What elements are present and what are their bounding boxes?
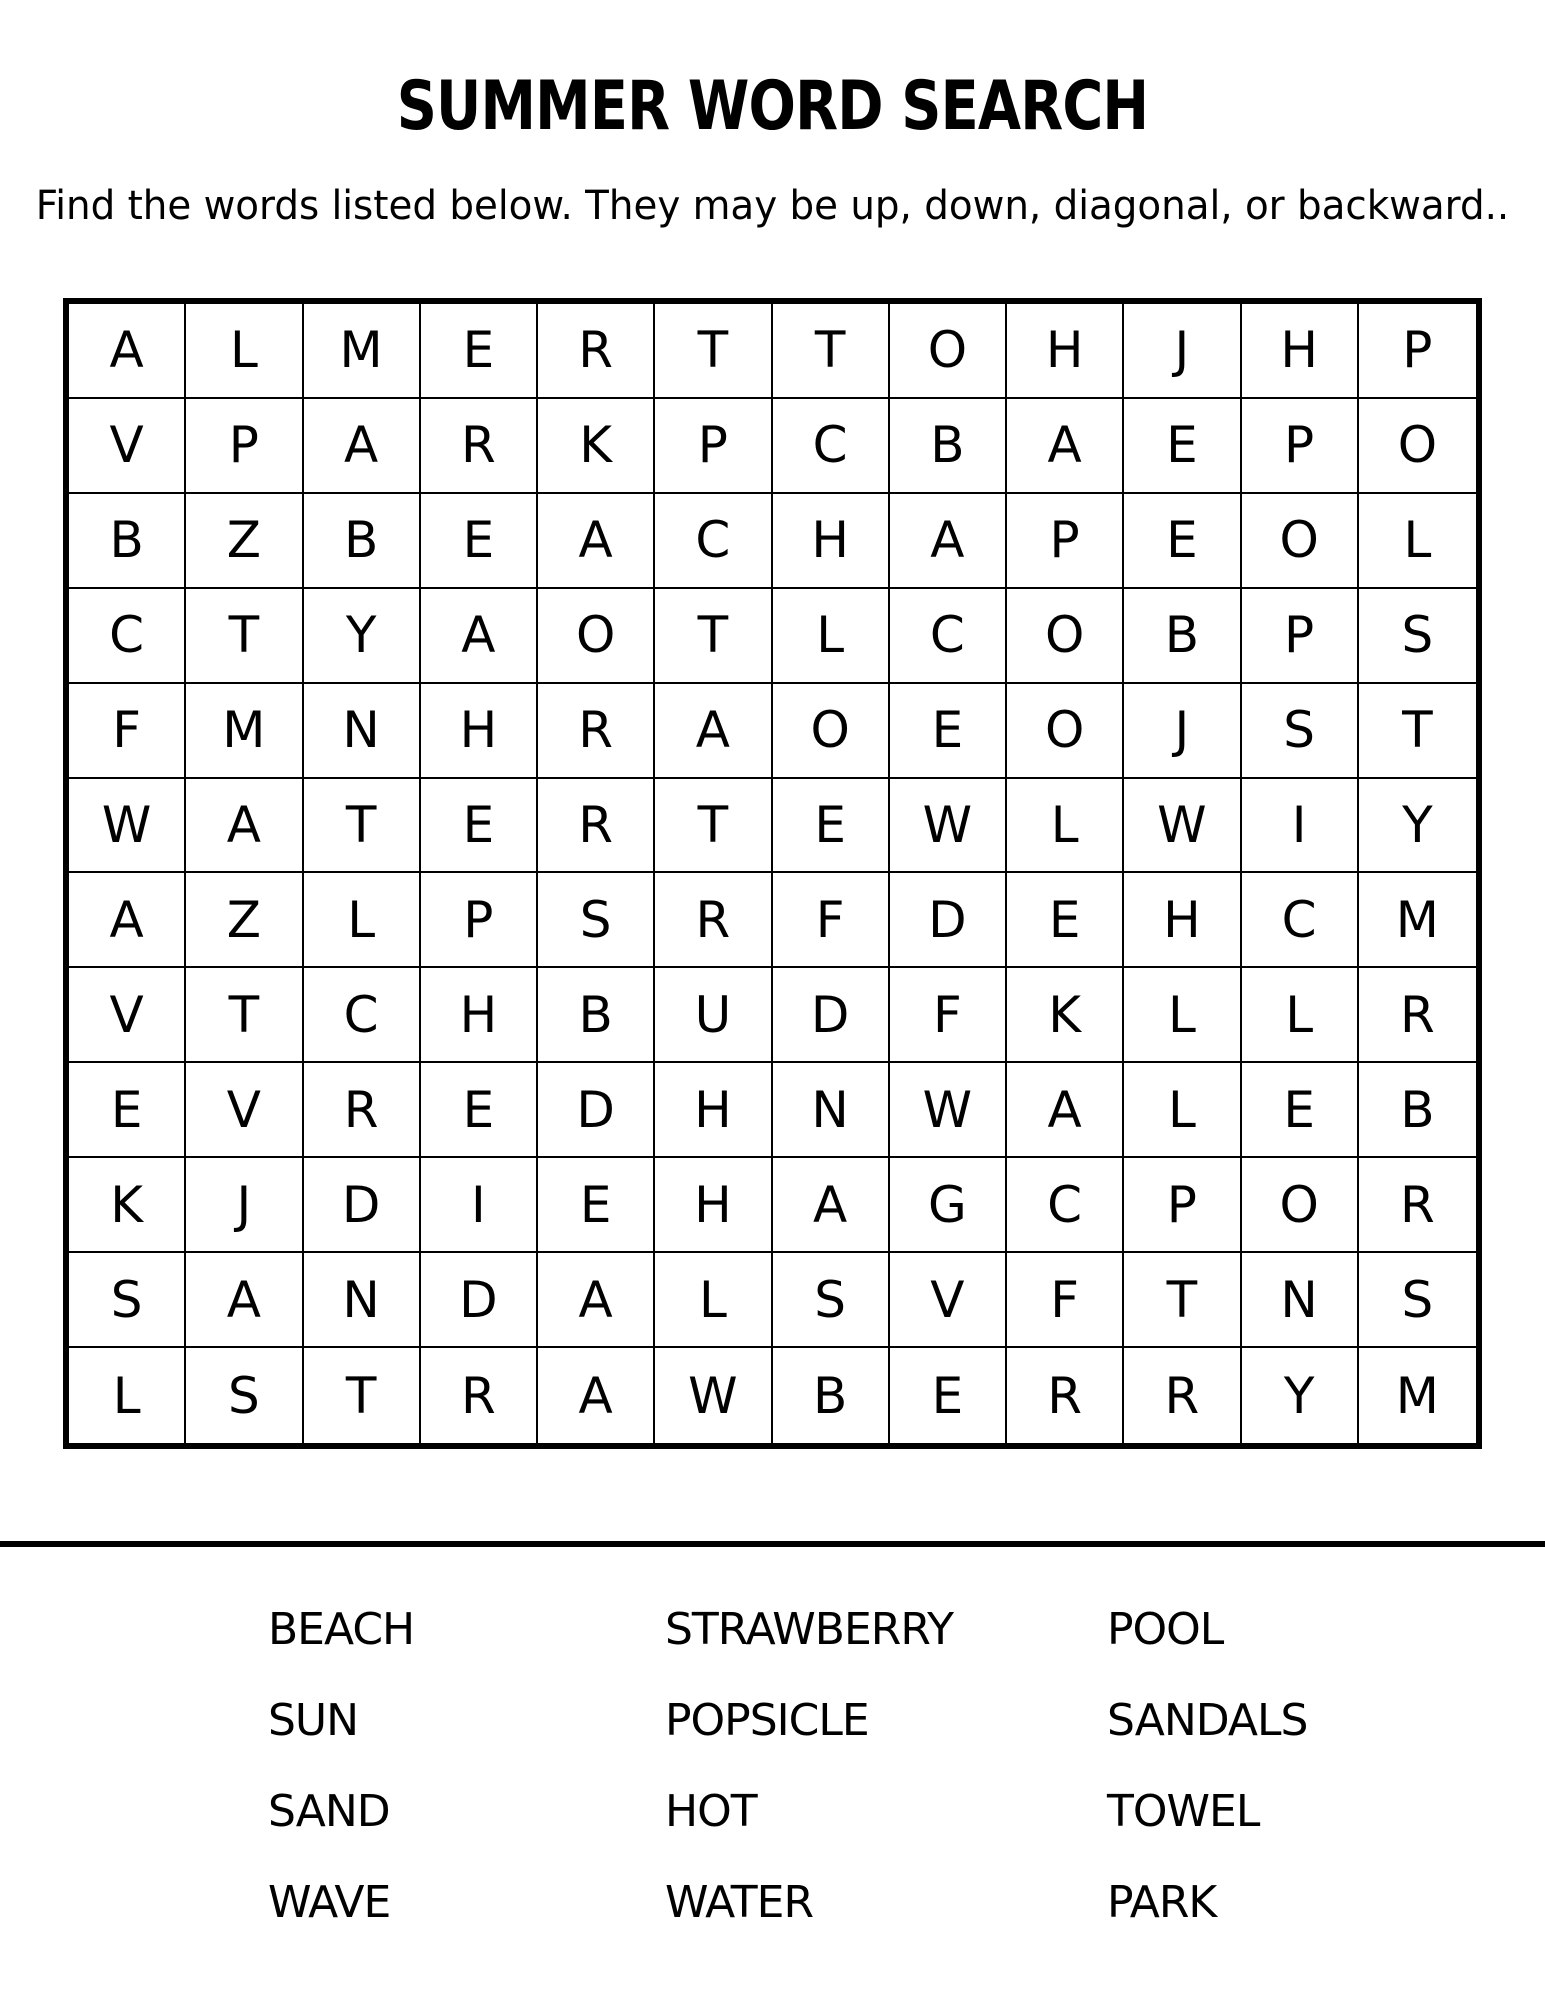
grid-cell: W [890,1063,1007,1158]
grid-cell: N [304,684,421,779]
grid-cell: A [186,779,303,874]
grid-cell: R [655,873,772,968]
grid-cell: W [69,779,186,874]
grid-cell: M [304,304,421,399]
grid-cell: S [1359,1253,1476,1348]
grid-cell: A [890,494,1007,589]
grid-cell: V [890,1253,1007,1348]
grid-cell: H [421,968,538,1063]
grid-cell: R [1359,1158,1476,1253]
word-search-grid [63,298,1482,1449]
word-list-item: POOL [1107,1604,1224,1655]
grid-cell: B [773,1348,890,1443]
grid-cell: T [1124,1253,1241,1348]
grid-cell: G [890,1158,1007,1253]
grid-cell: C [69,589,186,684]
grid-cell: E [538,1158,655,1253]
word-list-item: WATER [665,1877,814,1928]
word-list-item: POPSICLE [665,1695,869,1746]
grid-cell: A [655,684,772,779]
grid-cell: C [890,589,1007,684]
grid-cell: K [1007,968,1124,1063]
grid-cell: O [1242,1158,1359,1253]
grid-cell: W [890,779,1007,874]
grid-cell: W [655,1348,772,1443]
grid-cell: H [421,684,538,779]
grid-cell: A [1007,399,1124,494]
grid-cell: L [1007,779,1124,874]
word-list-item: TOWEL [1107,1786,1260,1837]
grid-cell: M [186,684,303,779]
grid-cell: P [421,873,538,968]
word-list-item: SAND [268,1786,390,1837]
grid-cell: S [1359,589,1476,684]
grid-cell: L [1359,494,1476,589]
grid-cell: S [538,873,655,968]
grid-cell: E [1124,494,1241,589]
grid-cell: R [421,399,538,494]
grid-cell: M [1359,873,1476,968]
grid-cell: D [304,1158,421,1253]
grid-cell: Y [1359,779,1476,874]
grid-cell: D [890,873,1007,968]
grid-cell: S [773,1253,890,1348]
grid-cell: T [304,779,421,874]
grid-cell: A [69,873,186,968]
grid-cell: L [1242,968,1359,1063]
grid-cell: J [1124,684,1241,779]
grid-cell: E [421,779,538,874]
page-title: SUMMER WORD SEARCH [396,67,1149,146]
grid-cell: S [1242,684,1359,779]
grid-cell: L [655,1253,772,1348]
grid-cell: H [655,1158,772,1253]
grid-cell: D [421,1253,538,1348]
grid-cell: R [1124,1348,1241,1443]
grid-cell: E [890,684,1007,779]
grid-cell: D [773,968,890,1063]
word-list-item: WAVE [268,1877,391,1928]
word-list-item: STRAWBERRY [665,1604,953,1655]
grid-cell: A [421,589,538,684]
grid-cell: R [1007,1348,1124,1443]
grid-cell: Y [1242,1348,1359,1443]
grid-cell: E [1007,873,1124,968]
grid-cell: E [1242,1063,1359,1158]
grid-cell: A [538,1253,655,1348]
grid-cell: F [1007,1253,1124,1348]
grid-cell: N [773,1063,890,1158]
grid-cell: V [186,1063,303,1158]
grid-cell: T [773,304,890,399]
grid-cell: A [538,1348,655,1443]
grid-cell: A [186,1253,303,1348]
grid-cell: T [186,589,303,684]
grid-cell: S [186,1348,303,1443]
grid-cell: L [1124,1063,1241,1158]
grid-cell: A [538,494,655,589]
grid-cell: L [1124,968,1241,1063]
grid-cell: W [1124,779,1241,874]
grid-cell: L [69,1348,186,1443]
grid-cell: T [655,304,772,399]
grid-cell: D [538,1063,655,1158]
grid-cell: S [69,1253,186,1348]
section-divider [0,1541,1545,1547]
grid-cell: E [421,304,538,399]
grid-cell: F [890,968,1007,1063]
grid-cell: I [421,1158,538,1253]
grid-cell: O [538,589,655,684]
grid-cell: Y [304,589,421,684]
grid-cell: E [1124,399,1241,494]
grid-cell: P [1359,304,1476,399]
grid-cell: N [304,1253,421,1348]
grid-cell: C [1007,1158,1124,1253]
grid-cell: C [773,399,890,494]
grid-cell: P [655,399,772,494]
grid-cell: T [304,1348,421,1443]
grid-cell: C [1242,873,1359,968]
grid-cell: Z [186,873,303,968]
grid-cell: T [655,779,772,874]
grid-cell: U [655,968,772,1063]
grid-cell: B [890,399,1007,494]
grid-cell: O [1242,494,1359,589]
word-list-item: PARK [1107,1877,1217,1928]
grid-cell: H [655,1063,772,1158]
grid-cell: T [186,968,303,1063]
grid-cell: H [773,494,890,589]
grid-cell: I [1242,779,1359,874]
grid-cell: Z [186,494,303,589]
grid-cell: P [1242,589,1359,684]
grid-cell: P [1007,494,1124,589]
grid-cell: L [186,304,303,399]
grid-cell: E [773,779,890,874]
grid-cell: K [538,399,655,494]
word-list-item: SANDALS [1107,1695,1308,1746]
grid-cell: R [304,1063,421,1158]
grid-cell: H [1124,873,1241,968]
grid-cell: O [890,304,1007,399]
grid-cell: B [69,494,186,589]
grid-cell: P [1242,399,1359,494]
grid-cell: B [1359,1063,1476,1158]
grid-cell: O [1007,589,1124,684]
grid-cell: R [538,304,655,399]
grid-cell: M [1395,1366,1439,1425]
grid-cell: H [1242,304,1359,399]
grid-cell: A [1007,1063,1124,1158]
grid-cell: B [538,968,655,1063]
grid-cell: P [1124,1158,1241,1253]
grid-cell: C [304,968,421,1063]
grid-cell: B [304,494,421,589]
grid-cell: R [421,1348,538,1443]
grid-cell: A [773,1158,890,1253]
grid-cell: R [1359,968,1476,1063]
grid-cell: H [1007,304,1124,399]
grid-cell: O [773,684,890,779]
grid-cell: B [1124,589,1241,684]
grid-cell: E [69,1063,186,1158]
grid-cell: E [890,1348,1007,1443]
grid-cell: T [655,589,772,684]
grid-cell: K [69,1158,186,1253]
grid-cell: L [304,873,421,968]
grid-cell: R [538,779,655,874]
grid-cell: P [186,399,303,494]
grid-cell: O [1359,399,1476,494]
grid-cell: O [1007,684,1124,779]
word-list-item: HOT [665,1786,757,1837]
grid-cell: L [773,589,890,684]
grid-cell: N [1242,1253,1359,1348]
word-list [0,1600,1545,1960]
grid-cell: J [1124,304,1241,399]
grid-cell: E [421,1063,538,1158]
grid-cell: J [186,1158,303,1253]
grid-cell: V [69,968,186,1063]
grid-cell: A [304,399,421,494]
grid-cell: F [773,873,890,968]
word-list-item: BEACH [268,1604,415,1655]
instructions-text: Find the words listed below. They may be up, down, diagonal, or backward.. [35,183,1510,229]
grid-cell: T [1359,684,1476,779]
grid-cell: C [655,494,772,589]
word-list-item: SUN [268,1695,359,1746]
grid-cell: E [421,494,538,589]
grid-cell: A [69,304,186,399]
grid-cell: F [69,684,186,779]
grid-cell: V [69,399,186,494]
grid-cell: R [538,684,655,779]
